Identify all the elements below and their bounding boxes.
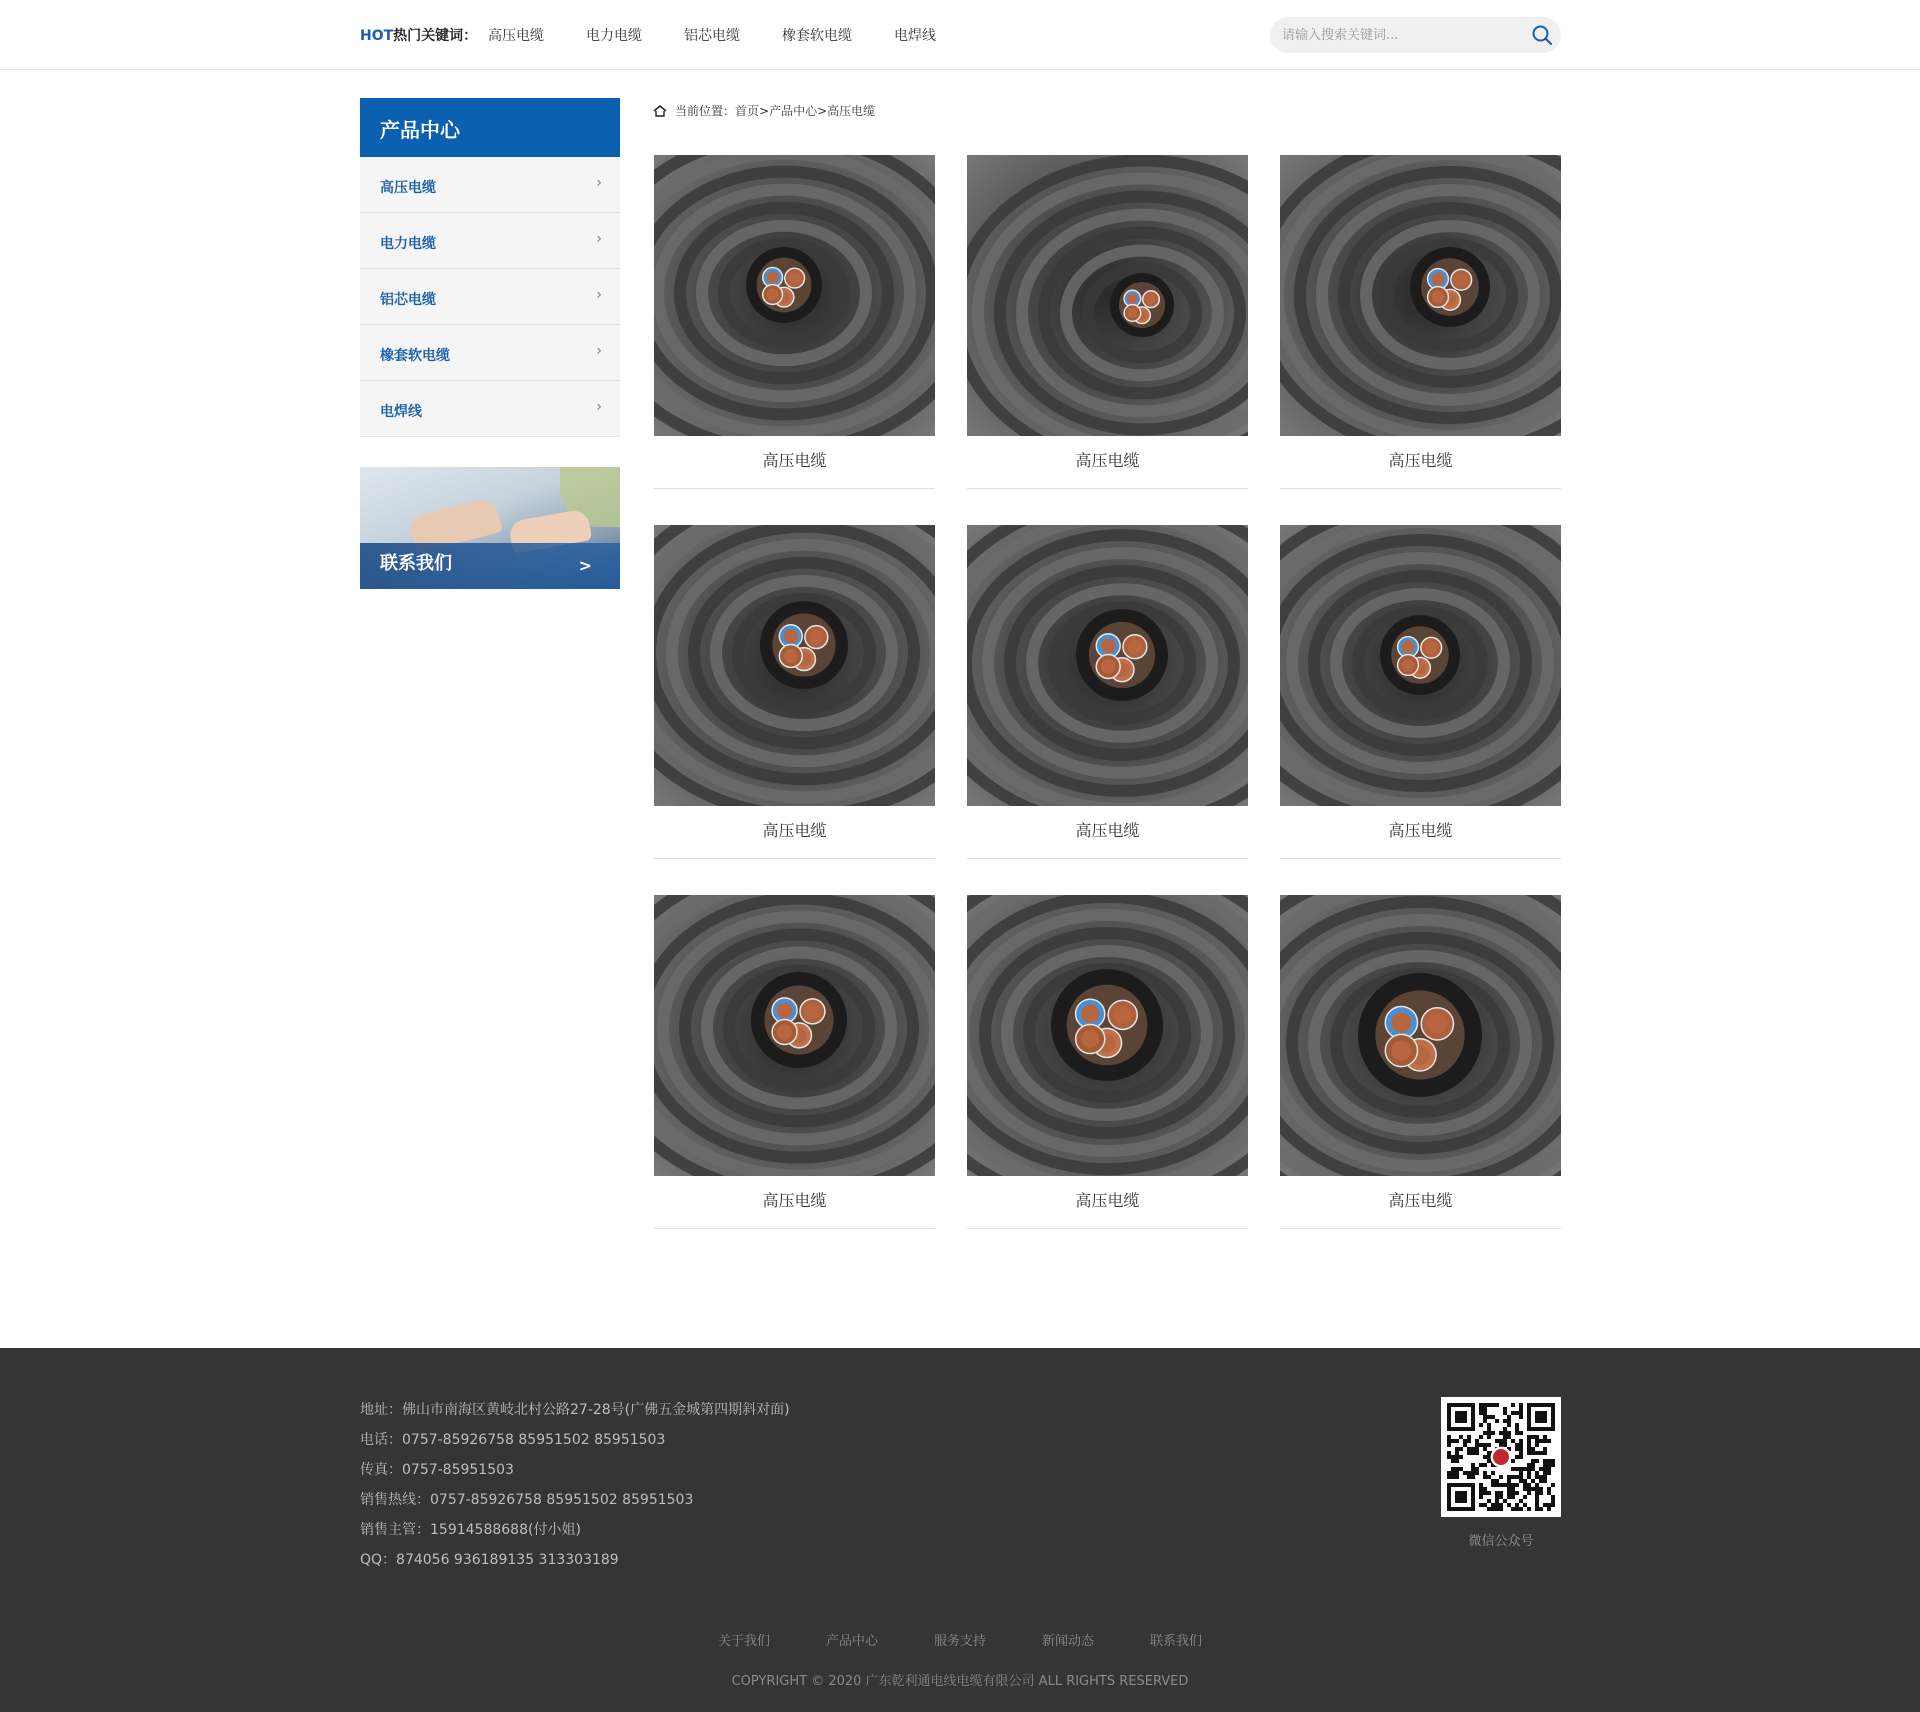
product-card[interactable] xyxy=(1280,895,1561,1229)
product-image xyxy=(654,895,935,1176)
search-icon[interactable] xyxy=(1531,24,1553,46)
hot-link-power-cable[interactable]: 电力电缆 xyxy=(586,28,642,44)
product-title: 高压电缆 xyxy=(1388,451,1453,470)
footer-qq: QQ：874056 936189135 313303189 xyxy=(360,1552,619,1568)
product-title: 高压电缆 xyxy=(1388,821,1453,840)
search-input[interactable] xyxy=(1282,17,1522,53)
breadcrumb-section-link[interactable]: 产品中心 xyxy=(769,104,818,118)
chevron-right-icon: › xyxy=(596,399,602,415)
breadcrumb xyxy=(653,102,875,119)
product-image xyxy=(967,155,1248,436)
hot-keywords-label xyxy=(360,25,477,45)
qr-code-icon xyxy=(1447,1403,1555,1511)
chevron-right-icon: › xyxy=(596,231,602,247)
product-title: 高压电缆 xyxy=(762,1191,827,1210)
footer-hotline: 销售热线：0757-85926758 85951502 85951503 xyxy=(360,1492,694,1508)
sidebar-item-label: 电焊线 xyxy=(380,404,422,420)
product-card[interactable] xyxy=(1280,155,1561,489)
product-card[interactable] xyxy=(967,895,1248,1229)
sidebar-item-label: 橡套软电缆 xyxy=(380,348,450,364)
product-image xyxy=(1280,155,1561,436)
product-image xyxy=(654,155,935,436)
footer-address: 地址：佛山市南海区黄岐北村公路27-28号(广佛五金城第四期斜对面) xyxy=(360,1402,790,1418)
product-image xyxy=(1280,895,1561,1176)
footer-phone: 电话：0757-85926758 85951502 85951503 xyxy=(360,1432,666,1448)
chevron-right-icon: › xyxy=(596,175,602,191)
hot-label-text: 热门关键词： xyxy=(393,28,478,44)
sidebar-item-label: 铝芯电缆 xyxy=(380,292,436,308)
contact-us-label: 联系我们 xyxy=(380,553,452,574)
breadcrumb-current: 高压电缆 xyxy=(827,104,876,118)
hot-keyword-links xyxy=(488,25,978,45)
hot-tag: HOT xyxy=(360,28,394,44)
footer-nav-contact[interactable]: 联系我们 xyxy=(1150,1634,1203,1649)
product-card[interactable] xyxy=(654,525,935,859)
chevron-right-icon: › xyxy=(596,343,602,359)
sidebar-title: 产品中心 xyxy=(360,98,620,157)
footer-nav xyxy=(0,1630,1920,1649)
contact-arrow-icon: > xyxy=(578,556,592,575)
product-image xyxy=(967,895,1248,1176)
footer xyxy=(0,1348,1920,1712)
sidebar-category-list xyxy=(360,157,620,437)
chevron-right-icon: › xyxy=(596,287,602,303)
footer-nav-products[interactable]: 产品中心 xyxy=(825,1634,878,1649)
product-title: 高压电缆 xyxy=(1075,1191,1140,1210)
search-box xyxy=(1270,17,1561,53)
product-title: 高压电缆 xyxy=(762,821,827,840)
hot-link-high-voltage[interactable]: 高压电缆 xyxy=(488,28,544,44)
product-card[interactable] xyxy=(967,155,1248,489)
product-title: 高压电缆 xyxy=(1075,451,1140,470)
sidebar-item-high-voltage[interactable] xyxy=(360,157,620,213)
copyright: COPYRIGHT © 2020 广东乾利通电线电缆有限公司 ALL RIGHTS RESERVED xyxy=(731,1674,1189,1689)
product-card[interactable] xyxy=(654,155,935,489)
sidebar-item-welding-wire[interactable] xyxy=(360,381,620,437)
product-image xyxy=(654,525,935,806)
footer-fax: 传真：0757-85951503 xyxy=(360,1462,514,1478)
top-bar xyxy=(0,0,1920,70)
sidebar-item-label: 高压电缆 xyxy=(380,180,436,196)
wechat-qr-code xyxy=(1441,1397,1561,1517)
sidebar-item-label: 电力电缆 xyxy=(380,236,436,252)
product-card[interactable] xyxy=(654,895,935,1229)
product-card[interactable] xyxy=(967,525,1248,859)
breadcrumb-prefix: 当前位置： xyxy=(675,104,736,118)
product-image xyxy=(967,525,1248,806)
home-icon xyxy=(653,105,667,117)
hot-link-welding-wire[interactable]: 电焊线 xyxy=(894,28,936,44)
breadcrumb-separator: > xyxy=(817,103,828,118)
qr-code-label: 微信公众号 xyxy=(1468,1534,1534,1549)
sidebar-item-rubber-cable[interactable] xyxy=(360,325,620,381)
footer-manager: 销售主管：15914588688(付小姐) xyxy=(360,1522,581,1538)
product-card[interactable] xyxy=(1280,525,1561,859)
breadcrumb-home-link[interactable]: 首页 xyxy=(735,104,760,118)
product-title: 高压电缆 xyxy=(1075,821,1140,840)
footer-nav-about[interactable]: 关于我们 xyxy=(717,1634,770,1649)
product-title: 高压电缆 xyxy=(762,451,827,470)
sidebar-item-power-cable[interactable] xyxy=(360,213,620,269)
hot-link-aluminum-cable[interactable]: 铝芯电缆 xyxy=(684,28,740,44)
sidebar-item-aluminum-cable[interactable] xyxy=(360,269,620,325)
contact-us-banner[interactable] xyxy=(360,467,620,589)
product-image xyxy=(1280,525,1561,806)
hot-link-rubber-cable[interactable]: 橡套软电缆 xyxy=(782,28,852,44)
footer-nav-news[interactable]: 新闻动态 xyxy=(1042,1634,1095,1649)
breadcrumb-separator: > xyxy=(759,103,770,118)
footer-contact-info xyxy=(360,1395,790,1575)
product-title: 高压电缆 xyxy=(1388,1191,1453,1210)
footer-nav-service[interactable]: 服务支持 xyxy=(933,1634,986,1649)
